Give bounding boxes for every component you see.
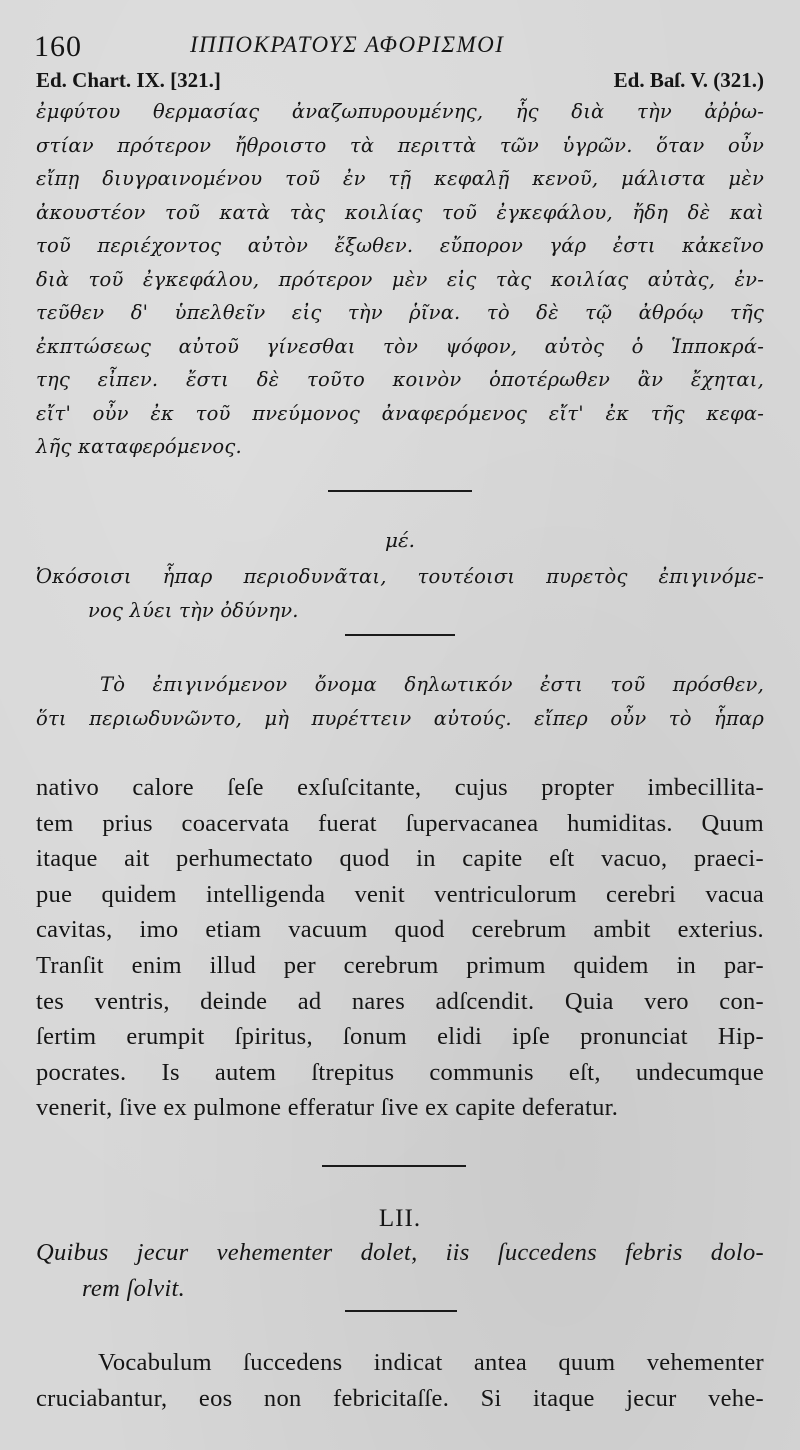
text-line: tem prius coacervata fuerat ſupervacanea humiditas. Quum xyxy=(36,809,764,837)
text-line: ἀκουστέον τοῦ κατὰ τὰς κοιλίας τοῦ ἐγκεφάλου, ἤδη δὲ καὶ xyxy=(36,200,764,224)
page-header xyxy=(30,28,760,68)
text-line: venerit, ſive ex pulmone efferatur ſive ex capite deferatur. xyxy=(36,1094,619,1122)
running-title: ΙΠΠΟΚΡΑΤΟΥΣ ΑΦΟΡΙΣΜΟΙ xyxy=(190,32,505,57)
text-line: ἐκπτώσεως αὐτοῦ γίνεσθαι τὸν ψόφον, αὐτὸς ὁ Ἱπποκρά- xyxy=(36,334,764,358)
text-line: tes ventris, deinde ad nares adſcendit. Quia vero con- xyxy=(36,987,764,1015)
text-line: pocrates. Is autem ſtrepitus communis eſt, undecumque xyxy=(36,1058,764,1086)
text-line: Vocabulum ſuccedens indicat antea quum vehementer xyxy=(98,1349,764,1376)
text-line: cavitas, imo etiam vacuum quod cerebrum ambit exterius. xyxy=(36,916,764,944)
text-line: ὅτι περιωδυνῶντο, μὴ πυρέττειν αὐτούς. εἴπερ οὖν τὸ ἧπαρ xyxy=(36,706,764,730)
text-line: Quibus jecur vehementer dolet, iis ſuccedens febris dolo- xyxy=(36,1239,764,1266)
text-line: διὰ τοῦ ἐγκεφάλου, πρότερον μὲν εἰς τὰς κοιλίας αὐτὰς, ἐν- xyxy=(36,267,764,291)
text-line: στίαν πρότερον ἤθροιστο τὰ περιττὰ τῶν ὑγρῶν. ὅταν οὖν xyxy=(36,133,764,157)
text-line: itaque ait perhumectato quod in capite eſt vacuo, praeci- xyxy=(36,845,764,873)
text-line: Τὸ ἐπιγινόμενον ὄνομα δηλωτικόν ἐστι τοῦ πρόσθεν, xyxy=(100,673,764,696)
text-line: εἴτ' οὖν ἐκ τοῦ πνεύμονος ἀναφερόμενος εἴτ' ἐκ τῆς κεφα- xyxy=(36,401,764,425)
latin-commentary xyxy=(36,1345,764,1416)
section-divider xyxy=(328,490,472,492)
latin-aphorism-number: LII. xyxy=(378,1205,422,1232)
page-number: 160 xyxy=(34,30,82,63)
section-divider xyxy=(345,1310,457,1312)
edition-reference-chartier: Ed. Chart. IX. [321.] xyxy=(36,68,221,92)
text-line: λῆς καταφερόμενος. xyxy=(36,435,242,458)
latin-aphorism xyxy=(36,1235,764,1306)
text-line: Tranſit enim illud per cerebrum primum quidem in par- xyxy=(36,951,764,979)
edition-references xyxy=(36,68,764,98)
text-line: ἐμφύτου θερμασίας ἀναζωπυρουμένης, ἧς διὰ τὴν ἀῤῥω- xyxy=(36,100,764,123)
latin-commentary-continued xyxy=(36,770,764,1126)
text-line: cruciabantur, eos non febricitaſſe. Si itaque jecur vehe- xyxy=(36,1384,764,1412)
text-line: τοῦ περιέχοντος αὐτὸν ἔξωθεν. εὔπορον γάρ ἐστι κἀκεῖνο xyxy=(36,234,764,257)
text-line: Ὀκόσοισι ἧπαρ περιοδυνᾶται, τουτέοισι πυρετὸς ἐπιγινόμε- xyxy=(36,565,764,588)
greek-commentary xyxy=(36,668,764,735)
text-line: nativo calore ſeſe exſuſcitante, cujus propter imbecillita- xyxy=(36,774,764,801)
greek-commentary-continued xyxy=(36,95,764,464)
text-line: νος λύει τὴν ὀδύνην. xyxy=(88,598,299,622)
section-divider xyxy=(322,1165,466,1167)
section-divider xyxy=(345,634,455,636)
greek-aphorism-number: μέ. xyxy=(384,528,416,552)
text-line: εἴπῃ διυγραινομένου τοῦ ἐν τῇ κεφαλῇ κενοῦ, μάλιστα μὲν xyxy=(36,167,764,190)
edition-reference-basel: Ed. Baſ. V. (321.) xyxy=(613,68,764,92)
text-line: rem ſolvit. xyxy=(82,1274,186,1302)
text-line: της εἶπεν. ἔστι δὲ τοῦτο κοινὸν ὁποτέρωθεν ἂν ἔχηται, xyxy=(36,368,764,391)
text-line: ſertim erumpit ſpiritus, ſonum elidi ipſe pronunciat Hip- xyxy=(36,1023,764,1051)
greek-aphorism xyxy=(36,560,764,627)
text-line: pue quidem intelligenda venit ventriculorum cerebri vacua xyxy=(36,880,764,908)
text-line: τεῦθεν δ' ὑπελθεῖν εἰς τὴν ῥῖνα. τὸ δὲ τῷ ἀθρόῳ τῆς xyxy=(36,301,764,324)
